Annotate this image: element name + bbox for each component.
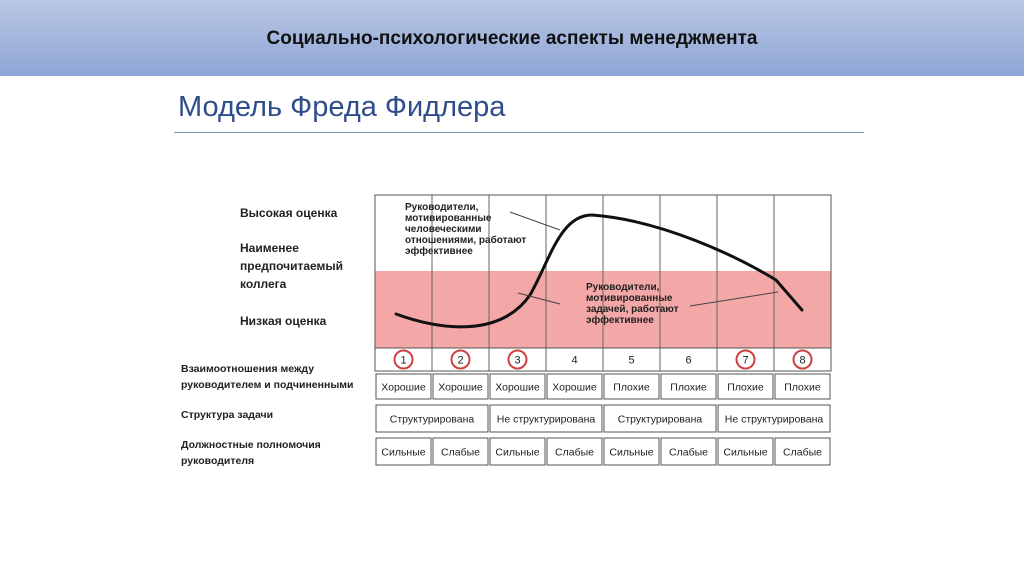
label-lpc-line1: Наименее bbox=[240, 241, 299, 255]
annotation-task-line: мотивированные bbox=[586, 293, 673, 304]
annotation-task-line: задачей, работают bbox=[586, 304, 679, 315]
annotation-relationship-line: отношениями, работают bbox=[405, 235, 527, 246]
situation-number: 3 bbox=[514, 354, 521, 367]
situation-number: 1 bbox=[400, 354, 407, 367]
situation-number: 4 bbox=[571, 354, 578, 367]
structure-value: Структурирована bbox=[617, 413, 703, 426]
pointer-line-relationship bbox=[510, 212, 560, 230]
relations-value: Плохие bbox=[784, 381, 821, 394]
power-value: Слабые bbox=[555, 446, 594, 459]
relations-value: Хорошие bbox=[381, 381, 426, 394]
label-lpc-line3: коллега bbox=[240, 277, 287, 291]
situation-number: 5 bbox=[628, 354, 635, 367]
slide-title: Модель Фреда Фидлера bbox=[178, 91, 506, 123]
situation-number: 6 bbox=[685, 354, 692, 367]
structure-value: Не структурирована bbox=[724, 413, 824, 426]
power-value: Слабые bbox=[669, 446, 708, 459]
power-value: Сильные bbox=[495, 446, 540, 459]
annotation-relationship-line: Руководители, bbox=[405, 202, 479, 213]
annotation-task-line: эффективнее bbox=[586, 315, 654, 326]
situation-number: 2 bbox=[457, 354, 464, 367]
label-relations-line1: Взаимоотношения между bbox=[181, 363, 315, 375]
power-value: Сильные bbox=[609, 446, 654, 459]
structure-value: Структурирована bbox=[389, 413, 475, 426]
label-relations-line2: руководителем и подчиненными bbox=[181, 379, 354, 391]
label-task-structure: Структура задачи bbox=[181, 409, 274, 421]
relations-value: Хорошие bbox=[438, 381, 483, 394]
situation-number: 7 bbox=[742, 354, 749, 367]
power-value: Сильные bbox=[723, 446, 768, 459]
structure-value: Не структурирована bbox=[496, 413, 596, 426]
annotation-relationship-line: мотивированные bbox=[405, 213, 492, 224]
power-value: Сильные bbox=[381, 446, 426, 459]
label-power-line1: Должностные полномочия bbox=[181, 439, 321, 451]
label-power-line2: руководителя bbox=[181, 455, 255, 467]
situation-number: 8 bbox=[799, 354, 806, 367]
label-high-score: Высокая оценка bbox=[240, 206, 338, 220]
relations-value: Плохие bbox=[670, 381, 707, 394]
header-title: Социально-психологические аспекты менеджмента bbox=[266, 28, 758, 49]
relations-value: Плохие bbox=[727, 381, 764, 394]
label-lpc-line2: предпочитаемый bbox=[240, 259, 344, 273]
annotation-task-line: Руководители, bbox=[586, 282, 660, 293]
relations-value: Хорошие bbox=[552, 381, 597, 394]
relations-value: Плохие bbox=[613, 381, 650, 394]
annotation-relationship-line: эффективнее bbox=[405, 246, 473, 257]
annotation-relationship-line: человеческими bbox=[405, 224, 482, 235]
power-value: Слабые bbox=[783, 446, 822, 459]
relations-value: Хорошие bbox=[495, 381, 540, 394]
power-value: Слабые bbox=[441, 446, 480, 459]
label-low-score: Низкая оценка bbox=[240, 314, 327, 328]
